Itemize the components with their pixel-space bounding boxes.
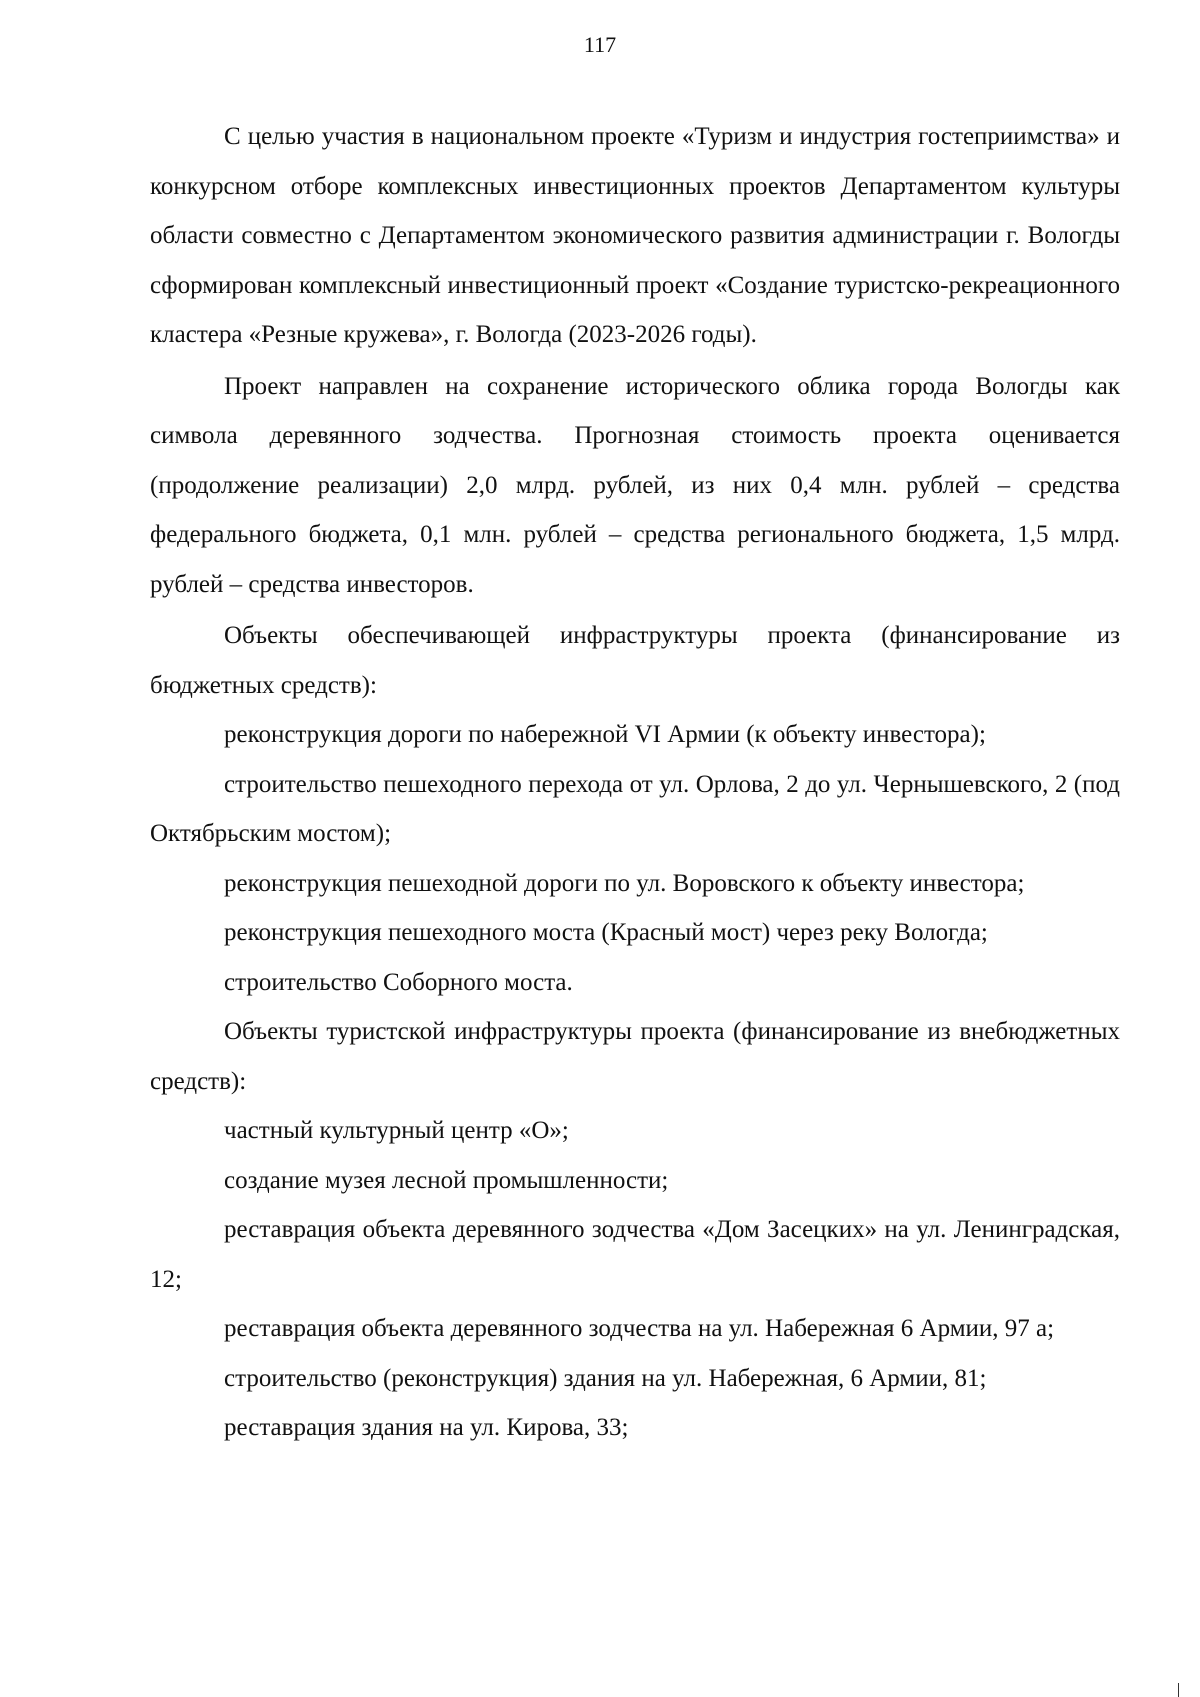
page-number: 117 [583,32,617,57]
list-item: строительство пешеходного перехода от ул. Орлова, 2 до ул. Чернышевского, 2 (под Октябрьским мостом); [150,770,1120,847]
paragraph-project-cost: Проект направлен на сохранение исторического облика города Вологды как символа деревянного зодчества. Прогнозная стоимость проекта оценивается (продолжение реализации) 2,0 млрд. рублей, из них 0,4 млн. рублей – средства федерального бюджета, 0,1 млн. рублей – средства регионального бюджета, 1,5 млрд. рублей – средства инвесторов. [150,372,1120,598]
list-item: реставрация объекта деревянного зодчества на ул. Набережная 6 Армии, 97 а; [224,1315,1055,1342]
document-body [150,112,1120,1453]
list-item: создание музея лесной промышленности; [224,1166,669,1194]
paragraph-support-infrastructure: Объекты обеспечивающей инфраструктуры проекта (финансирование из бюджетных средств): [150,622,1120,699]
list-item: реконструкция дороги по набережной VI Армии (к объекту инвестора); [224,721,986,748]
list-item: реставрация объекта деревянного зодчества «Дом Засецких» на ул. Ленинградская, 12; [150,1216,1120,1293]
list-item: строительство (реконструкция) здания на ул. Набережная, 6 Армии, 81; [224,1364,987,1392]
list-item: реставрация здания на ул. Кирова, 33; [224,1414,629,1441]
paragraph-project-intro: С целью участия в национальном проекте «Туризм и индустрия гостеприимства» и конкурсном отборе комплексных инвестиционных проектов Департаментом культуры области совместно с Департаментом экономического развития администрации г. Вологды сформирован комплексный инвестиционный проект «Создание туристско-рекреационного кластера «Резные кружева», г. Вологда (2023-2026 годы). [150,123,1120,348]
list-item: реконструкция пешеходной дороги по ул. Воровского к объекту инвестора; [224,869,1025,897]
list-item: частный культурный центр «О»; [224,1117,569,1144]
list-item: строительство Соборного моста. [224,968,573,996]
scan-artifact [1178,1683,1179,1697]
list-item: реконструкция пешеходного моста (Красный мост) через реку Вологда; [224,919,988,946]
paragraph-tourist-infrastructure: Объекты туристской инфраструктуры проекта (финансирование из внебюджетных средств): [150,1018,1120,1095]
